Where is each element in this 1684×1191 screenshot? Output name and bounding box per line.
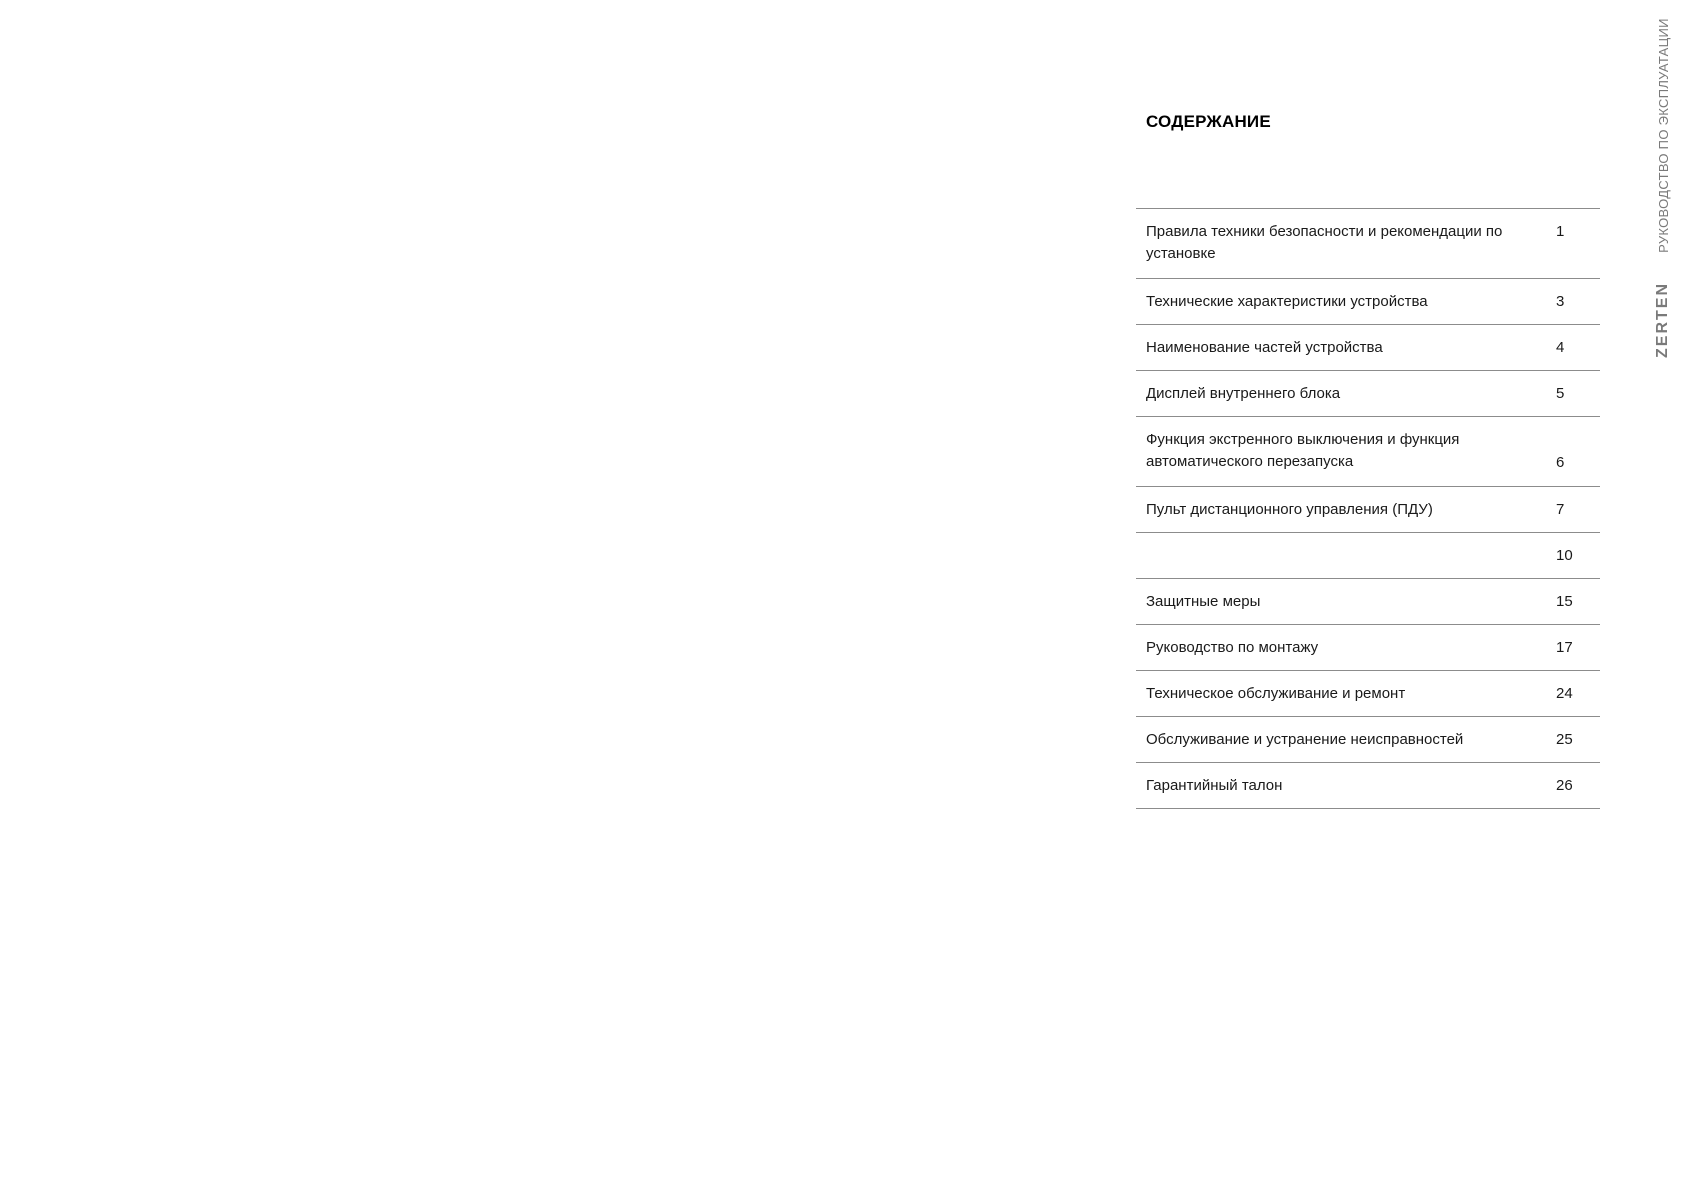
toc-entry-label: Функция экстренного выключения и функция автоматического перезапуска xyxy=(1146,431,1460,470)
toc-entry-page: 17 xyxy=(1556,639,1573,656)
toc-row xyxy=(1136,325,1600,371)
toc-entry-label: Руководство по монтажу xyxy=(1146,639,1319,656)
toc-entry-page: 6 xyxy=(1556,454,1565,471)
toc-entry-label: Защитные меры xyxy=(1146,593,1261,610)
side-manual-label: РУКОВОДСТВО ПО ЭКСПЛУАТАЦИИ xyxy=(1655,17,1671,253)
toc-entry-page: 26 xyxy=(1556,777,1573,794)
toc-entry-label: Пульт дистанционного управления (ПДУ) xyxy=(1146,501,1433,518)
side-manual-label-box xyxy=(1648,17,1678,253)
toc-entry-page: 5 xyxy=(1556,385,1565,402)
toc-entry-page: 24 xyxy=(1556,685,1573,702)
toc-entry-label: Правила техники безопасности и рекомендации по установке xyxy=(1146,223,1503,262)
toc-row xyxy=(1136,671,1600,717)
toc-entry-page: 15 xyxy=(1556,593,1573,610)
toc-entry-label: Технические характеристики устройства xyxy=(1146,293,1428,310)
toc-row xyxy=(1136,579,1600,625)
side-brand-box xyxy=(1648,275,1678,365)
toc-row xyxy=(1136,371,1600,417)
toc-row xyxy=(1136,417,1600,487)
toc-entry-page: 3 xyxy=(1556,293,1565,310)
toc-row xyxy=(1136,209,1600,279)
toc-entry-label: Обслуживание и устранение неисправностей xyxy=(1146,731,1464,748)
toc-title: СОДЕРЖАНИЕ xyxy=(1146,112,1271,131)
toc-entry-label: Дисплей внутреннего блока xyxy=(1146,385,1341,402)
toc-entry-page: 4 xyxy=(1556,339,1565,356)
toc-entry-label: Гарантийный талон xyxy=(1146,777,1283,794)
toc-row xyxy=(1136,279,1600,325)
toc-row xyxy=(1136,763,1600,809)
toc-row xyxy=(1136,533,1600,579)
side-strip xyxy=(1648,17,1678,380)
toc-entry-page: 25 xyxy=(1556,731,1573,748)
toc-entry-page: 7 xyxy=(1556,501,1565,518)
toc-row xyxy=(1136,625,1600,671)
toc-row xyxy=(1136,487,1600,533)
toc-entry-page: 1 xyxy=(1556,223,1565,240)
brand-logo: ZERTEN xyxy=(1654,282,1671,358)
toc-entry-page: 10 xyxy=(1556,547,1573,564)
toc-entry-label: Наименование частей устройства xyxy=(1146,339,1383,356)
toc-row xyxy=(1136,717,1600,763)
toc-table xyxy=(1136,208,1600,809)
toc-entry-label: Техническое обслуживание и ремонт xyxy=(1146,685,1406,702)
